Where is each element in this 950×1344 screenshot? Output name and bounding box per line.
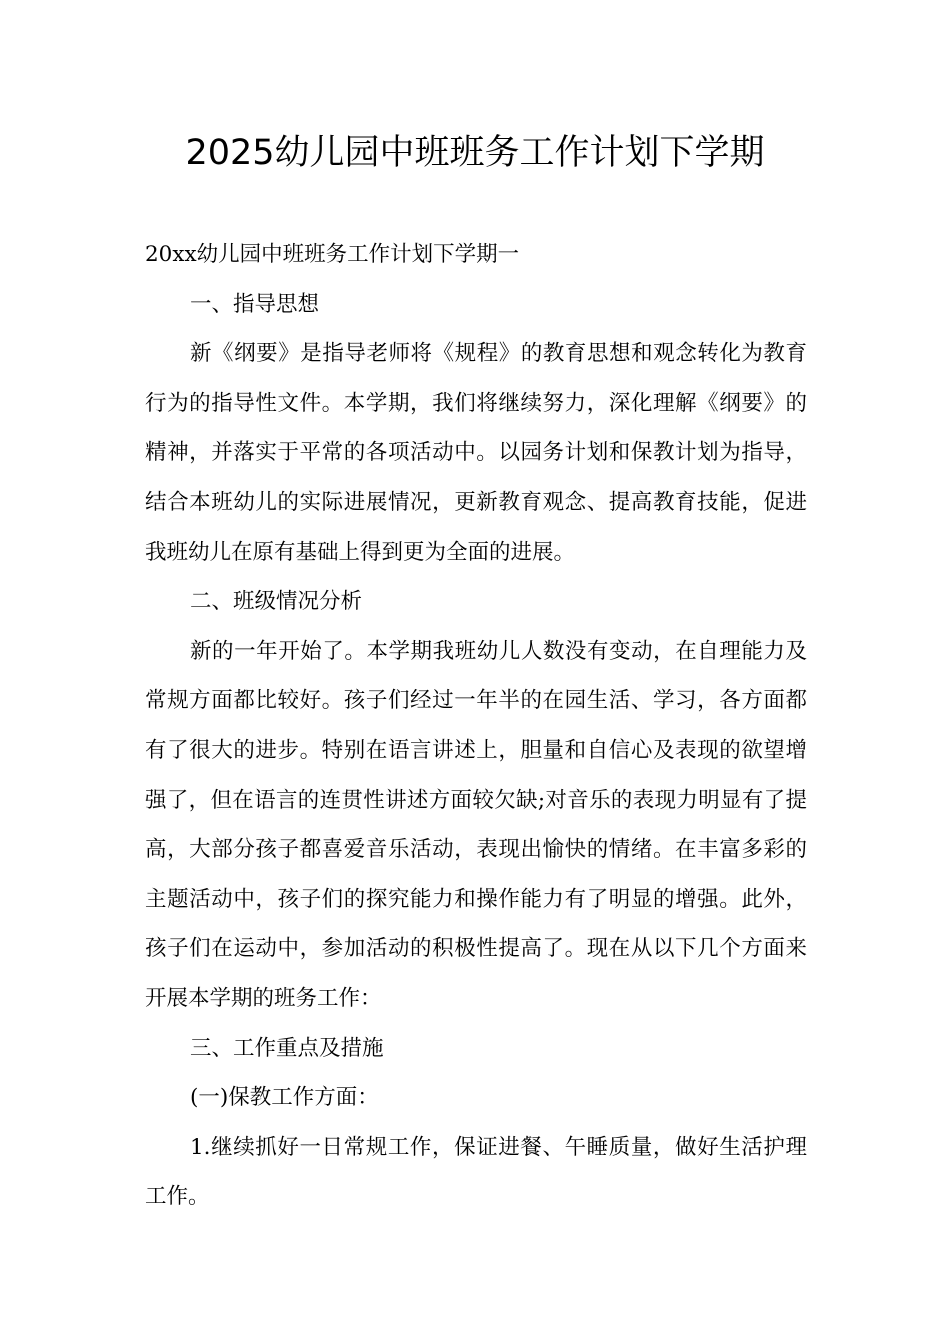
- paragraph-class-analysis: 新的一年开始了。本学期我班幼儿人数没有变动，在自理能力及常规方面都比较好。孩子们经过一年半的在园生活、学习，各方面都有了很大的进步。特别在语言讲述上，胆量和自信心及表现的欲望增强了，但在语言的连贯性讲述方面较欠缺;对音乐的表现力明显有了提高，大部分孩子都喜爱音乐活动，表现出愉快的情绪。在丰富多彩的主题活动中，孩子们的探究能力和操作能力有了明显的增强。此外，孩子们在运动中，参加活动的积极性提高了。现在从以下几个方面来开展本学期的班务工作：: [145, 638, 807, 1011]
- document-body: [145, 230, 807, 1222]
- section-heading-class-analysis: 二、班级情况分析: [190, 589, 363, 615]
- document-title: 2025幼儿园中班班务工作计划下学期: [185, 133, 765, 173]
- list-item-routine-work: 1.继续抓好一日常规工作，保证进餐、午睡质量，做好生活护理工作。: [145, 1134, 807, 1210]
- section-heading-work-focus: 三、工作重点及措施: [190, 1035, 384, 1061]
- subsection-heading-care-education: (一)保教工作方面：: [190, 1085, 379, 1111]
- section-heading-guiding-thought: 一、指导思想: [190, 291, 320, 317]
- paragraph-guiding-thought: 新《纲要》是指导老师将《规程》的教育思想和观念转化为教育行为的指导性文件。本学期，我们将继续努力，深化理解《纲要》的精神，并落实于平常的各项活动中。以园务计划和保教计划为指导，结合本班幼儿的实际进展情况，更新教育观念、提高教育技能，促进我班幼儿在原有基础上得到更为全面的进展。: [145, 341, 807, 565]
- document-subtitle: 20xx幼儿园中班班务工作计划下学期一: [145, 242, 520, 267]
